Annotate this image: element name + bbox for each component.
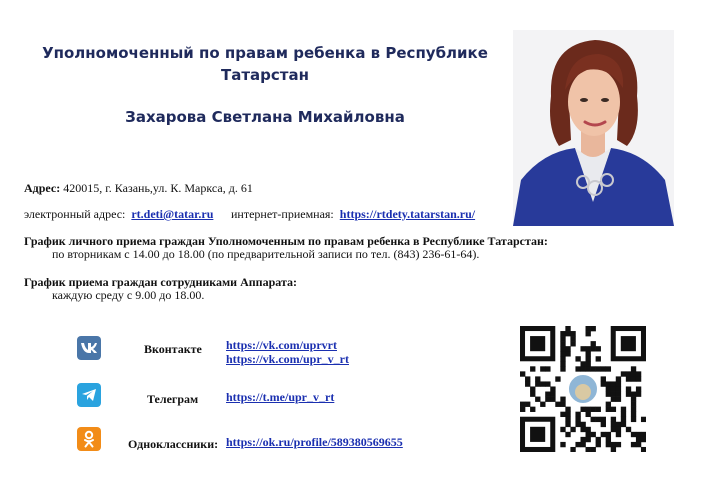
email-line	[24, 207, 213, 222]
vk-icon[interactable]	[77, 336, 101, 360]
title-line-2: Татарстан	[221, 66, 309, 84]
reception-link[interactable]: https://rtdety.tatarstan.ru/	[339, 207, 476, 221]
personal-schedule-text: по вторникам с 14.00 до 18.00 (по предварительной записи по тел. (843) 236-61-64).	[52, 247, 480, 261]
odnoklassniki-link[interactable]: https://ok.ru/profile/589380569655	[226, 435, 403, 449]
title-line-1: Уполномоченный по правам ребенка в Республике	[42, 44, 488, 62]
odnoklassniki-label: Одноклассники:	[128, 437, 219, 451]
address-line	[24, 181, 253, 196]
telegram-link[interactable]: https://t.me/upr_v_rt	[226, 390, 335, 404]
vk-links	[226, 338, 349, 366]
staff-schedule-heading-text: График приема граждан сотрудниками Аппарата:	[24, 275, 297, 289]
address-label: Адрес:	[24, 181, 61, 195]
vk-link-1[interactable]: https://vk.com/uprvrt	[226, 338, 337, 352]
page-title	[30, 42, 500, 86]
telegram-links	[226, 390, 334, 404]
odnoklassniki-icon[interactable]	[77, 427, 101, 451]
address-value: 420015, г. Казань,ул. К. Маркса, д. 61	[63, 181, 253, 195]
vk-link-2[interactable]: https://vk.com/upr_v_rt	[226, 352, 349, 366]
portrait-photo	[513, 30, 674, 226]
email-link[interactable]: rt.deti@tatar.ru	[131, 207, 214, 221]
qr-code	[520, 326, 646, 452]
personal-schedule-heading-text: График личного приема граждан Уполномоченным по правам ребенка в Республике Татарстан:	[24, 234, 548, 248]
ombudsman-name: Захарова Светлана Михайловна	[125, 108, 405, 126]
telegram-icon[interactable]	[77, 383, 101, 407]
odnoklassniki-links	[226, 435, 403, 449]
telegram-label: Телеграм	[147, 392, 199, 406]
reception-line	[231, 207, 475, 222]
reception-label: интернет-приемная:	[231, 207, 334, 221]
staff-schedule-text: каждую среду с 9.00 до 18.00.	[52, 288, 205, 302]
email-label: электронный адрес:	[24, 207, 126, 221]
vk-label: Вконтакте	[144, 342, 202, 356]
